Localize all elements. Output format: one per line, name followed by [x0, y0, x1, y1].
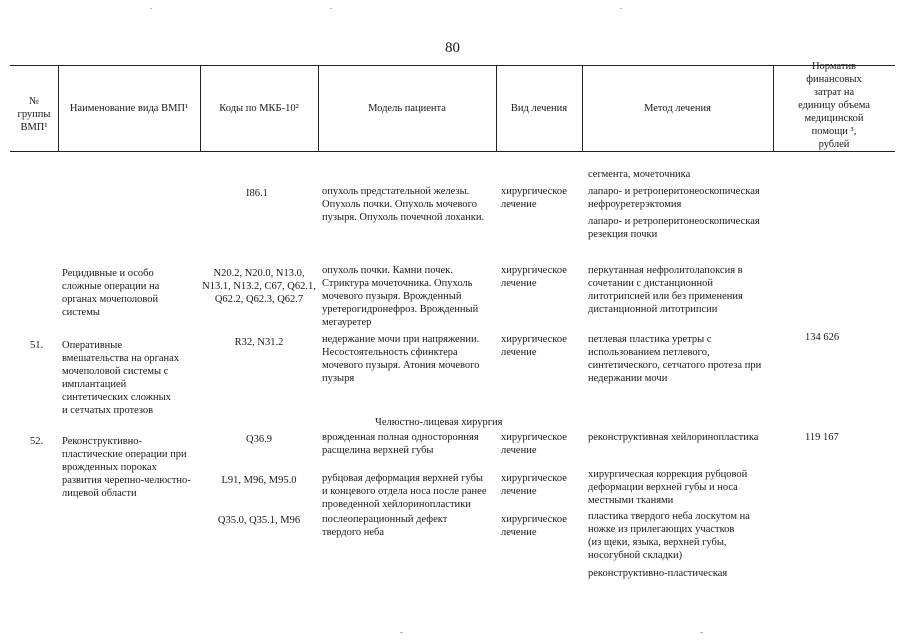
header-bottom-border [10, 151, 895, 152]
method-line: ножке из прилегающих участков [588, 524, 735, 535]
method-line: носогубной складки) [588, 550, 683, 561]
header-col-norm-line: медицинской [804, 113, 864, 124]
page-number: 80 [445, 40, 460, 56]
method-line: литотрипсией или без применения [588, 291, 743, 302]
section-title: Челюстно-лицевая хирургия [375, 417, 503, 428]
header-col-norm-line: финансовых [806, 74, 862, 85]
name-cell [62, 267, 159, 319]
header-col-norm [773, 60, 895, 151]
model-line: мочевого пузыря. Атония мочевого [322, 360, 480, 371]
name-line: Оперативные [62, 340, 123, 351]
name-line: сложные операции на [62, 281, 160, 292]
method-line: нефроуретерэктомия [588, 199, 682, 210]
method-line: петлевая пластика уретры с [588, 334, 712, 345]
method-line: пластика твердого неба лоскутом на [588, 511, 750, 522]
method-cell [588, 215, 760, 241]
header-col-method: Метод лечения [644, 103, 711, 114]
model-line: послеоперационный дефект [322, 514, 448, 525]
method-line: перкутанная нефролитолапоксия в [588, 265, 743, 276]
header-col-norm-line: затрат на [813, 87, 855, 98]
type-line: хирургическое [501, 186, 567, 197]
codes-cell: Q36.9 [246, 434, 272, 445]
method-line: лапаро- и ретроперитонеоскопическая [588, 216, 760, 227]
model-line: расщелина верхней губы [322, 445, 434, 456]
header-col-name: Наименование вида ВМП¹ [69, 103, 189, 114]
model-cell [322, 472, 486, 511]
type-line: хирургическое [501, 334, 567, 345]
method-text: сегмента, мочеточника [588, 169, 691, 180]
header-col-num-line: ВМП¹ [20, 122, 48, 133]
scan-speck [330, 8, 332, 9]
row-number: 51. [30, 340, 44, 351]
norm-cell: 119 167 [805, 432, 839, 443]
model-line: врожденная полная односторонняя [322, 432, 479, 443]
header-col-codes: Коды по МКБ-10² [219, 103, 299, 114]
type-line: лечение [501, 527, 537, 538]
type-cell [501, 333, 567, 359]
type-line: хирургическое [501, 473, 567, 484]
model-line: и концевого отдела носа после ранее [322, 486, 487, 497]
type-line: лечение [501, 347, 537, 358]
model-line: Несостоятельность сфинктера [322, 347, 458, 358]
type-line: хирургическое [501, 432, 567, 443]
model-line: пузыря. Опухоль почечной лоханки. [322, 212, 485, 223]
name-cell [62, 435, 191, 500]
method-cell [588, 468, 747, 507]
method-line: деформации верхней губы и носа [588, 482, 738, 493]
model-cell [322, 185, 484, 224]
type-line: лечение [501, 486, 537, 497]
codes-line: N20.2, N20.0, N13.0, [213, 268, 305, 279]
name-line: вмешательства на органах [62, 353, 180, 364]
name-line: органах мочеполовой [62, 294, 159, 305]
codes-cell: R32, N31.2 [234, 337, 284, 348]
header-col-norm-line: Норматив [811, 61, 857, 72]
codes-cell [200, 267, 318, 306]
scan-speck [700, 632, 703, 633]
name-line: Рецидивные и особо [62, 268, 154, 279]
model-cell [322, 513, 447, 539]
model-line: опухоль предстательной железы. [322, 186, 470, 197]
model-cell [322, 431, 479, 457]
type-line: хирургическое [501, 265, 567, 276]
model-line: пузыря [322, 373, 355, 384]
method-line: местными тканями [588, 495, 674, 506]
method-line: синтетического, сетчатого протеза при [588, 360, 762, 371]
model-line: Опухоль почки. Опухоль мочевого [322, 199, 477, 210]
method-line: использованием петлевого, [588, 347, 710, 358]
codes-cell: Q35.0, Q35.1, M96 [217, 515, 301, 526]
type-cell [501, 264, 567, 290]
model-line: мочевого пузыря. Врожденный [322, 291, 462, 302]
method-line: резекция почки [588, 229, 658, 240]
name-line: имплантацией [62, 379, 127, 390]
scan-speck [150, 8, 152, 9]
type-line: лечение [501, 445, 537, 456]
model-line: Стриктура мочеточника. Опухоль [322, 278, 473, 289]
header-col-norm-line: помощи ³, [811, 126, 857, 137]
row-number: 52. [30, 436, 44, 447]
method-line: дистанционной литотрипсии [588, 304, 718, 315]
method-line: (из щеки, языка, верхней губы, [588, 537, 727, 548]
header-col-norm-line: единицу объема [798, 100, 870, 111]
norm-cell: 134 626 [805, 332, 840, 343]
model-line: недержание мочи при напряжении. [322, 334, 480, 345]
model-line: опухоль почки. Камни почек. [322, 265, 453, 276]
model-line: мегауретер [322, 317, 372, 328]
name-line: Реконструктивно- [62, 436, 143, 447]
name-line: лицевой области [62, 488, 137, 499]
model-line: твердого неба [322, 527, 385, 538]
model-cell [322, 264, 478, 329]
method-line: лапаро- и ретроперитонеоскопическая [588, 186, 760, 197]
name-line: развития черепно-челюстно- [62, 475, 191, 486]
method-cell [588, 264, 743, 316]
type-line: хирургическое [501, 514, 567, 525]
header-top-border [10, 65, 895, 66]
name-line: системы [62, 307, 100, 318]
type-cell [501, 472, 567, 498]
type-line: лечение [501, 278, 537, 289]
header-col-num-line: группы [17, 109, 51, 120]
header-col-model: Модель пациента [368, 103, 446, 114]
model-line: уретерогидронефроз. Врожденный [322, 304, 479, 315]
header-col-type: Вид лечения [510, 103, 568, 114]
method-cell [588, 510, 750, 562]
scan-speck [620, 8, 622, 9]
name-line: врожденных пороках [62, 462, 157, 473]
model-cell [322, 333, 479, 385]
header-col-norm-line: рублей [818, 139, 850, 150]
header-col-num [10, 95, 58, 134]
codes-cell: I86.1 [246, 188, 268, 199]
method-line: недержании мочи [588, 373, 668, 384]
method-cell: реконструктивная хейлоринопластика [588, 432, 759, 443]
name-line: пластические операции при [62, 449, 187, 460]
header-col-num-line: № [28, 96, 40, 107]
codes-cell: L91, M96, M95.0 [221, 475, 297, 486]
model-line: проведенной хейлоринопластики [322, 499, 471, 510]
name-line: синтетических сложных [62, 392, 171, 403]
codes-line: N13.1, N13.2, C67, Q62.1, [202, 281, 316, 292]
type-cell [501, 431, 567, 457]
type-cell [501, 513, 567, 539]
method-cell [588, 333, 761, 385]
codes-line: Q62.2, Q62.3, Q62.7 [214, 294, 304, 305]
name-line: и сетчатых протезов [62, 405, 154, 416]
type-line: лечение [501, 199, 537, 210]
model-line: рубцовая деформация верхней губы [322, 473, 483, 484]
scan-speck [400, 632, 403, 633]
type-cell [501, 185, 567, 211]
method-line: хирургическая коррекция рубцовой [588, 469, 748, 480]
name-line: мочеполовой системы с [62, 366, 169, 377]
name-cell [62, 339, 179, 417]
method-line: сочетании с дистанционной [588, 278, 713, 289]
method-text: реконструктивно-пластическая [588, 568, 728, 579]
method-cell [588, 185, 760, 211]
